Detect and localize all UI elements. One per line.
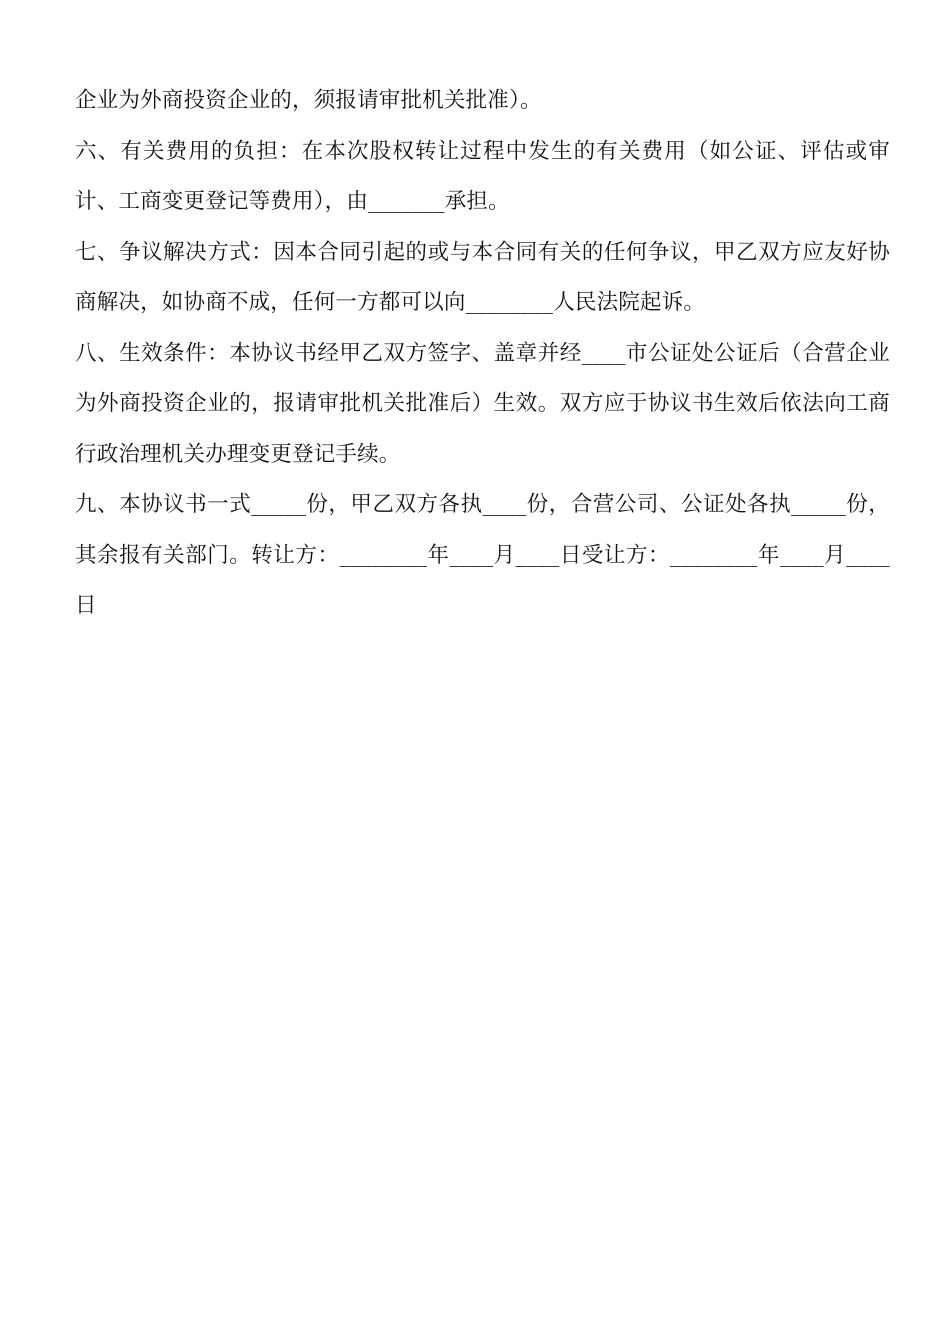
paragraph-dispute-resolution: 七、争议解决方式：因本合同引起的或与本合同有关的任何争议，甲乙双方应友好协商解决，如协商不成，任何一方都可以向________人民法院起诉。 — [75, 239, 890, 315]
paragraph-approval-note: 企业为外商投资企业的，须报请审批机关批准）。 — [75, 88, 542, 113]
paragraph-fees: 六、有关费用的负担：在本次股权转让过程中发生的有关费用（如公证、评估或审计、工商变更登记等费用），由_______承担。 — [75, 138, 890, 214]
paragraph-copies-signatures: 九、本协议书一式_____份，甲乙双方各执____份，合营公司、公证处各执_____份，其余报有关部门。转让方：________年____月____日受让方：________年____月____日 — [75, 492, 890, 618]
document-body — [75, 76, 890, 632]
paragraph-effective-conditions: 八、生效条件：本协议书经甲乙双方签字、盖章并经____市公证处公证后（合营企业为外商投资企业的，报请审批机关批准后）生效。双方应于协议书生效后依法向工商行政治理机关办理变更登记手续。 — [75, 340, 890, 467]
